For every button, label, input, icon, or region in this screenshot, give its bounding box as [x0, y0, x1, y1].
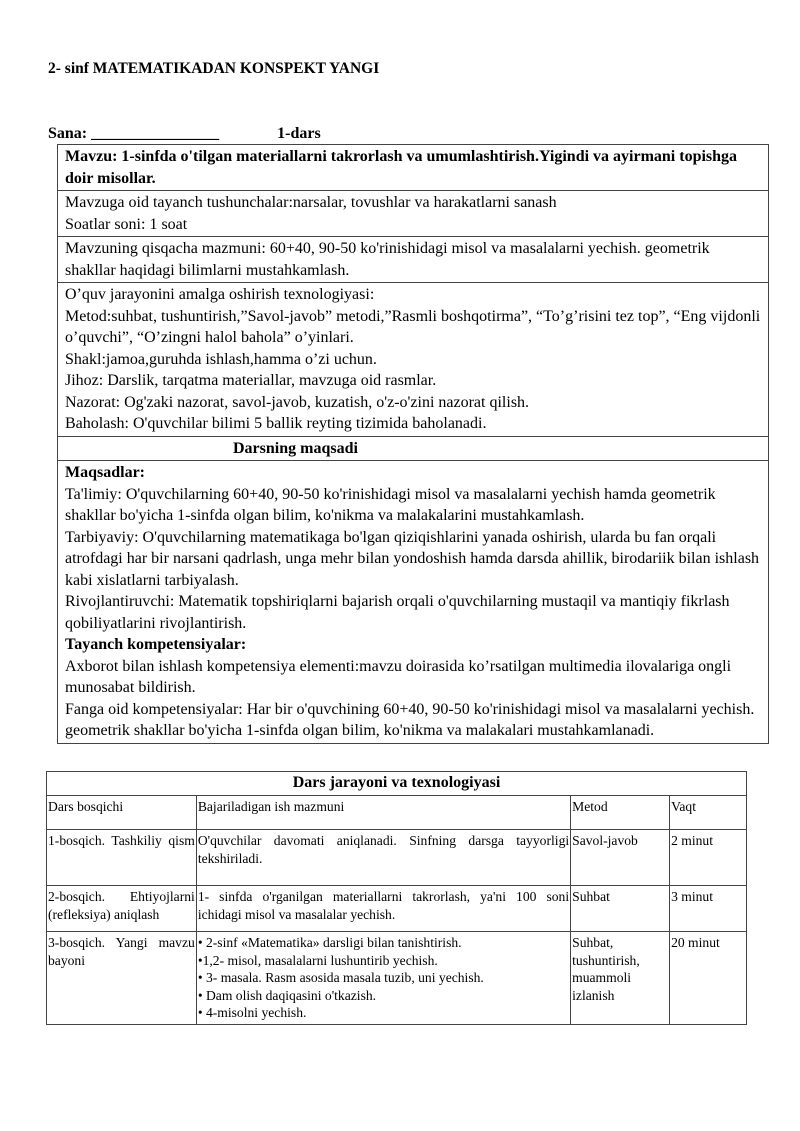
date-label: Sana: ________________	[48, 125, 220, 142]
competencies-label: Tayanch kompetensiyalar:	[65, 636, 247, 653]
method-cell: Savol-javob	[571, 830, 670, 886]
column-header-time: Vaqt	[670, 796, 747, 830]
educational-goal: Ta'limiy: O'quvchilarning 60+40, 90-50 ko'rinishidagi misol va masalalarni yechish hamda geometrik shakllar bo'yicha 1-sinfda olgan bilim, ko'nikma va malakalarini mustahkamlash.	[65, 485, 716, 524]
stage-cell: 1-bosqich. Tashkiliy qism	[47, 830, 197, 886]
technology-line: Jihoz: Darslik, tarqatma materiallar, mavzuga oid rasmlar.	[65, 372, 437, 389]
content-cell: O'quvchilar davomati aniqlanadi. Sinfning darsga tayyorligi tekshiriladi.	[196, 830, 570, 886]
key-concepts: Mavzuga oid tayanch tushunchalar:narsalar, tovushlar va harakatlarni sanash	[65, 194, 557, 211]
time-cell: 3 minut	[670, 886, 747, 932]
key-concepts-cell	[58, 191, 769, 237]
hours-count: Soatlar soni: 1 soat	[65, 215, 188, 233]
technology-line: O’quv jarayonini amalga oshirish texnologiyasi:	[65, 286, 375, 303]
technology-line: Baholash: O'quvchilar bilimi 5 ballik reyting tizimida baholanadi.	[65, 415, 487, 432]
content-bullet: • 4-misolni yechish.	[197, 1005, 307, 1020]
technology-line: Metod:suhbat, tushuntirish,”Savol-javob” metodi,”Rasmli boshqotirma”, “To’g’risini tez top”, “Eng vijdonli o’quvchi”, “O’zingni halol bahola” o’yinlari.	[65, 307, 761, 346]
date-line	[48, 125, 321, 143]
goals-cell	[58, 461, 769, 744]
document-title: 2- sinf MATEMATIKADAN KONSPEKT YANGI	[48, 60, 380, 77]
table-row	[47, 932, 747, 1025]
lesson-process-table	[46, 771, 747, 1025]
method-line: muammoli	[572, 970, 632, 985]
lesson-goal-header: Darsning maqsadi	[58, 436, 769, 461]
column-header-method: Metod	[571, 796, 670, 830]
method-cell: Suhbat	[571, 886, 670, 932]
table-row	[47, 830, 747, 886]
goals-label: Maqsadlar:	[65, 464, 145, 481]
content-bullet: •1,2- misol, masalalarni lushuntirib yechish.	[197, 952, 438, 968]
subject-competency: Fanga oid kompetensiyalar: Har bir o'quvchining 60+40, 90-50 ko'rinishidagi misol va masalalarni yechish. geometrik shakllar bo'yicha 1-sinfda olgan bilim, ko'nikma va malakalari mustahkamlanadi.	[65, 700, 755, 739]
lesson-number: 1-dars	[277, 125, 321, 142]
stage-cell: 3-bosqich. Yangi mavzu bayoni	[47, 932, 197, 1025]
developmental-goal: Rivojlantiruvchi: Matematik topshiriqlarni bajarish orqali o'quvchilarning mustaqil va mantiqiy fikrlash qobiliyatlarini rivojlantirish.	[65, 593, 730, 632]
content-bullet: • 2-sinf «Matematika» darsligi bilan tanishtirish.	[197, 935, 462, 950]
table-row	[47, 886, 747, 932]
information-competency: Axborot bilan ishlash kompetensiya elementi:mavzu doirasida ko’rsatilgan multimedia ilovalariga ongli munosabat bildirish.	[65, 657, 732, 696]
time-cell: 20 minut	[670, 932, 747, 1025]
process-table-title: Dars jarayoni va texnologiyasi	[47, 772, 747, 796]
column-header-stage: Dars bosqichi	[47, 796, 197, 830]
stage-cell: 2-bosqich. Ehtiyojlarni (refleksiya) aniqlash	[47, 886, 197, 932]
method-cell	[571, 932, 670, 1025]
method-line: tushuntirish,	[572, 952, 640, 968]
summary-cell: Mavzuning qisqacha mazmuni: 60+40, 90-50 ko'rinishidagi misol va masalalarni yechish. geometrik shakllar haqidagi bilimlarni mustahkamlash.	[58, 237, 769, 283]
method-line: Suhbat,	[572, 935, 614, 950]
content-bullet: • 3- masala. Rasm asosida masala tuzib, uni yechish.	[197, 970, 484, 985]
time-cell: 2 minut	[670, 830, 747, 886]
column-header-content: Bajariladigan ish mazmuni	[196, 796, 570, 830]
content-bullet: • Dam olish daqiqasini o'tkazish.	[197, 987, 377, 1003]
topic-cell: Mavzu: 1-sinfda o'tilgan materiallarni takrorlash va umumlashtirish.Yigindi va ayirmani topishga doir misollar.	[58, 145, 769, 191]
method-line: izlanish	[572, 987, 615, 1003]
technology-line: Shakl:jamoa,guruhda ishlash,hamma o’zi uchun.	[65, 350, 377, 368]
upbringing-goal: Tarbiyaviy: O'quvchilarning matematikaga bo'lgan qiziqishlarini yanada oshirish, ularda bu fan orqali atrofdagi har bir narsani qadrlash, unga mehr bilan yondoshish hamda darsda ahillik, birodariik bilan ishlash kabi xislatlarni tarbiyalash.	[65, 528, 760, 589]
technology-cell	[58, 283, 769, 437]
content-cell	[196, 932, 570, 1025]
content-cell: 1- sinfda o'rganilgan materiallarni takrorlash, ya'ni 100 soni ichidagi misol va masalalar yechish.	[196, 886, 570, 932]
technology-line: Nazorat: Og'zaki nazorat, savol-javob, kuzatish, o'z-o'zini nazorat qilish.	[65, 393, 530, 411]
lesson-info-table	[57, 144, 769, 744]
